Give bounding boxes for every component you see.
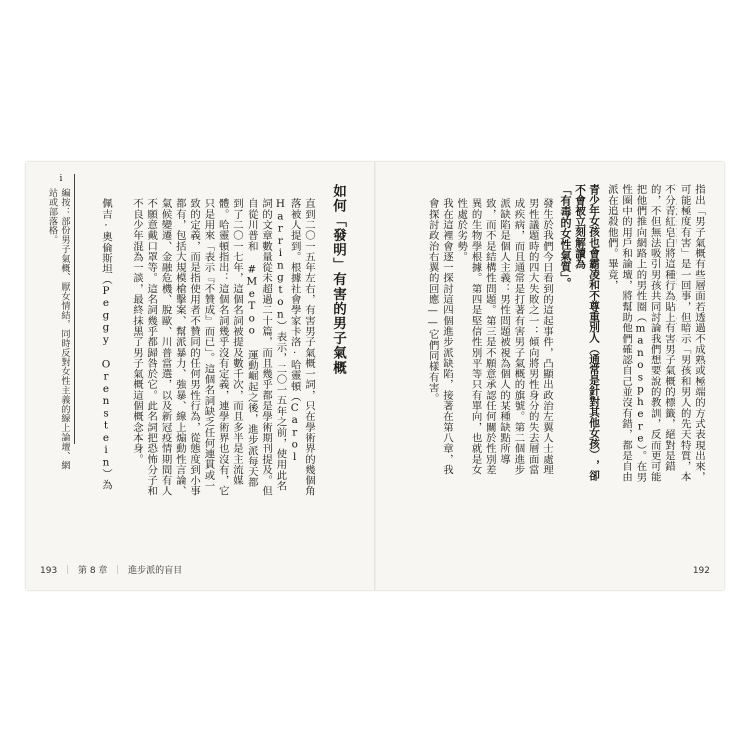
paragraph: 佩吉·奧倫斯坦（Peggy Orenstein）為 (100, 198, 112, 490)
footnote-marker: i (56, 174, 66, 184)
paragraph: 不分青紅皂白將這種行為貼上有害男子氣概的標籤，絕對是錯的，不但無法吸引男孩共同討論我們想要說的教訓，反而更可能把他們推向網路上的男性圈（manosphere）。在男性圈中的用戶和論壇，將幫助他們確認自己並沒有錯，都是自由派在追殺他們。畢竟， (605, 184, 675, 483)
emphasis-text: 青少年女孩也會霸凌和不尊重別人（通常是針對其他女孩），卻不會被立刻解讀為 (574, 184, 600, 481)
paragraph: 發生於我們今日看到的這起事件，凸顯出政治左翼人士處理男性議題時的四大失敗之一：傾向將男性身分的失去層面當成疾病，而且通常是打著有害男子氣概的旗號。第二個進步派缺陷是個人主義：男性問題被視為個人的某種缺點所導致，而不是結構性問題。第三是不願意承認任何關於性別差異的生物學根據。第四是堅信性別平等只有單向，也就是女性處於劣勢。 (455, 198, 553, 475)
paragraph: 直到二〇一五年左右，有害男子氣概一詞，只在學術界的幾個角落被人提到。根據社會學家卡洛·哈靈頓（Carol Harrington）表示，二〇一五年之前，使用此名詞的文章數量從未超過二十篇，而且幾乎都是學術期刊提及。但自從川普和 #MeToo 運動崛起之後，進步派每天都 (245, 198, 315, 497)
chapter-title: 進步派的盲目 (128, 566, 183, 576)
paragraph: 指出「男子氣概有些層面若透過不成熟或極端的方式表現出來，可能極度有害」是一回事，但暗示「男孩和男人的先天特質，本 (678, 184, 705, 483)
folio-separator: ｜ (113, 566, 123, 576)
page-number: 193 (40, 566, 58, 576)
book-spread (26, 162, 724, 590)
footnote: 編按：部份男子氣概、厭女情結，同時反對女性主義的線上論壇、網站或部落格。 (46, 188, 70, 470)
footnote-rule (74, 174, 75, 444)
gutter (374, 162, 376, 590)
folio-separator: ｜ (63, 566, 73, 576)
left-page (26, 162, 374, 590)
paragraph: 我在這裡會逐一探討這四個進步派缺陷，接著在第八章，我會探討政治右翼的回應——它們同樣有害。 (426, 198, 453, 475)
right-page (376, 162, 724, 590)
section-title: 如何「發明」有害的男子氣概 (330, 184, 346, 376)
page-number: 192 (692, 566, 710, 576)
emphasis-heading: 「有毒的女性氣質」。 (559, 184, 572, 289)
paragraph: 到了二〇一七年，這個名詞被提及數千次，而且多半是主流媒體。哈靈頓指出：這個名詞幾乎沒有定義，連學術界也沒有，它只是用來「表示『不贊成』而已」。這個名詞缺乏任何連貫或一致的定義，而是指使用者不贊同的任何男性行為，從態度到小事都有，包括大規模槍擊案、幫派暴力、強暴、線上煽動性言論、氣候變遷、金融危機、脫歐、川普當選，以及新冠疫情期間有人不願意戴口罩等。這名詞幾乎都歸咎於它。此名詞把恐怖分子和不良少年混為一談，最終抹黑了男子氣概這個概念本身。 (130, 198, 243, 497)
folio (40, 563, 182, 576)
chapter-label: 第 8 章 (77, 566, 108, 576)
